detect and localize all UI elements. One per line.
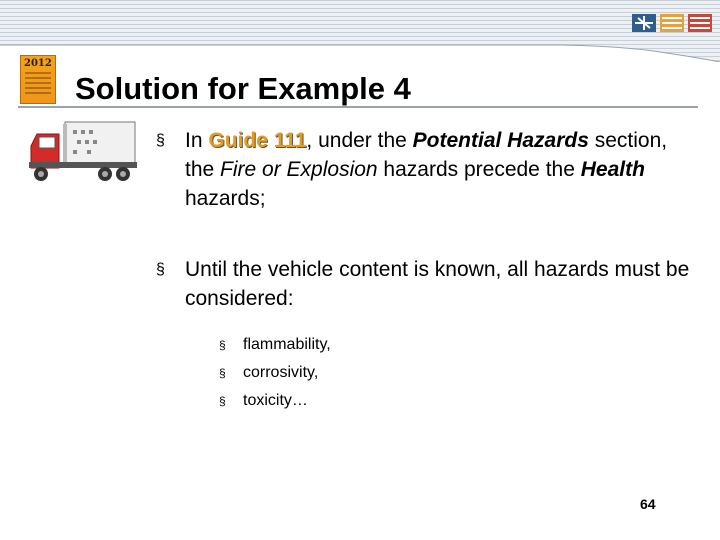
guide-year: 2012 [24, 58, 52, 69]
slide-title: Solution for Example 4 [75, 71, 411, 106]
bullet-all-hazards [156, 255, 696, 415]
page-number: 64 [640, 496, 656, 512]
agency-logos-icon [630, 8, 714, 38]
sub-bullet-text: toxicity… [243, 392, 308, 409]
bullet2-text: Until the vehicle content is known, all hazards must be considered: [185, 258, 690, 310]
guidebook-cover-art [25, 72, 51, 97]
sub-bullet-item [219, 387, 696, 415]
square-bullet-icon: § [156, 261, 165, 278]
guide-111-reference: Guide 111 [208, 129, 307, 152]
sub-bullet-item [219, 331, 696, 359]
bullet1-part1: , under the [306, 129, 413, 152]
square-bullet-icon: § [219, 366, 226, 380]
sub-bullet-text: flammability, [243, 336, 331, 353]
bullet-guide-111 [156, 126, 696, 213]
bullet1-prefix: In [185, 129, 209, 152]
header-wave [0, 0, 720, 62]
bullet-list [156, 126, 696, 415]
square-bullet-icon: § [219, 338, 226, 352]
truck-illustration-icon [27, 118, 139, 186]
health-text: Health [580, 158, 645, 181]
bullet1-part2: section, the [185, 129, 668, 181]
erg-guidebook-icon [20, 55, 56, 104]
square-bullet-icon: § [219, 394, 226, 408]
sub-bullet-list [219, 331, 696, 415]
bullet1-part4: hazards; [185, 187, 266, 210]
square-bullet-icon: § [156, 132, 165, 149]
potential-hazards-text: Potential Hazards [412, 129, 589, 152]
sub-bullet-text: corrosivity, [243, 364, 319, 381]
bullet1-part3: hazards precede the [377, 158, 581, 181]
title-rule [18, 106, 698, 108]
fire-explosion-text: Fire or Explosion [220, 158, 378, 181]
sub-bullet-item [219, 359, 696, 387]
